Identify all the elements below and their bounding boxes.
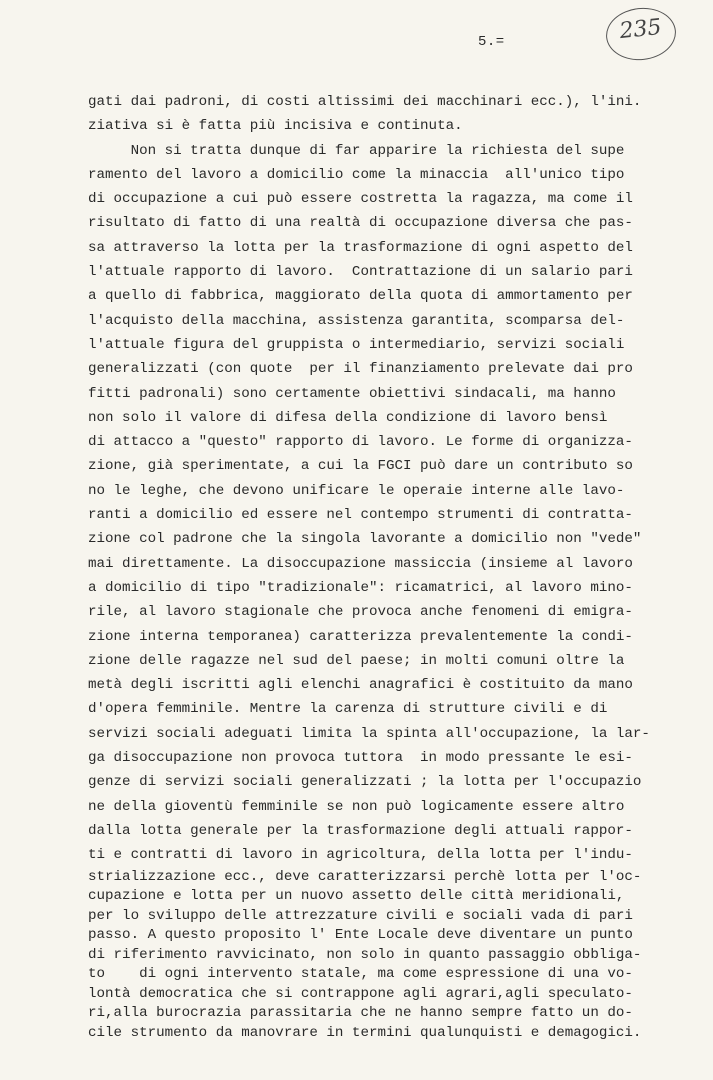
text-line: zione interna temporanea) caratterizza prevalentemente la condi- bbox=[88, 628, 633, 645]
text-line: di riferimento ravvicinato, non solo in quanto passaggio obbliga- bbox=[88, 946, 642, 963]
text-line: Non si tratta dunque di far apparire la richiesta del supe bbox=[88, 142, 625, 159]
text-line: dalla lotta generale per la trasformazione degli attuali rappor- bbox=[88, 822, 633, 839]
text-line: rile, al lavoro stagionale che provoca anche fenomeni di emigra- bbox=[88, 604, 633, 621]
text-line: genze di servizi sociali generalizzati ; la lotta per l'occupazio bbox=[88, 774, 642, 791]
page-number: 5.= bbox=[478, 34, 505, 50]
text-line: servizi sociali adeguati limita la spinta all'occupazione, la lar- bbox=[88, 725, 650, 742]
text-line: passo. A questo proposito l' Ente Locale deve diventare un punto bbox=[88, 927, 633, 943]
text-line: ziativa si è fatta più incisiva e continuta. bbox=[88, 118, 463, 135]
text-line: cupazione e lotta per un nuovo assetto delle città meridionali, bbox=[88, 888, 625, 904]
text-line: generalizzati (con quote per il finanziamento prelevate dai pro bbox=[88, 361, 633, 378]
text-line: fitti padronali) sono certamente obiettivi sindacali, ma hanno bbox=[88, 385, 616, 402]
text-line: ti e contratti di lavoro in agricoltura, della lotta per l'indu- bbox=[88, 847, 633, 864]
text-line: ga disoccupazione non provoca tuttora in modo pressante le esi- bbox=[88, 750, 633, 767]
text-line: ne della gioventù femminile se non può logicamente essere altro bbox=[88, 798, 625, 815]
text-line: strializzazione ecc., deve caratterizzarsi perchè lotta per l'oc- bbox=[88, 868, 642, 885]
text-line: non solo il valore di difesa della condizione di lavoro bensì bbox=[88, 409, 608, 426]
text-line: ranti a domicilio ed essere nel contempo strumenti di contratta- bbox=[88, 507, 633, 524]
archive-stamp-number: 235 bbox=[618, 14, 663, 45]
text-line: sa attraverso la lotta per la trasformazione di ogni aspetto del bbox=[88, 239, 633, 256]
text-line: to di ogni intervento statale, ma come espressione di una vo- bbox=[88, 966, 633, 982]
text-line: di attacco a "questo" rapporto di lavoro. Le forme di organizza- bbox=[88, 434, 633, 451]
text-line: ramento del lavoro a domicilio come la minaccia all'unico tipo bbox=[88, 166, 625, 183]
text-line: gati dai padroni, di costi altissimi dei macchinari ecc.), l'ini. bbox=[88, 94, 642, 110]
text-line: cile strumento da manovrare in termini qualunquisti e demagogici. bbox=[88, 1024, 642, 1041]
text-line: zione, già sperimentate, a cui la FGCI può dare un contributo so bbox=[88, 458, 633, 475]
typed-text-block bbox=[88, 90, 648, 1043]
text-line: l'acquisto della macchina, assistenza garantita, scomparsa del- bbox=[88, 312, 625, 329]
text-line: no le leghe, che devono unificare le operaie interne alle lavo- bbox=[88, 482, 625, 499]
text-line: a domicilio di tipo "tradizionale": ricamatrici, al lavoro mino- bbox=[88, 579, 633, 596]
text-line: zione col padrone che la singola lavorante a domicilio non "vede" bbox=[88, 531, 642, 548]
text-line: lontà democratica che si contrappone agli agrari,agli speculato- bbox=[88, 985, 633, 1002]
text-line: di occupazione a cui può essere costretta la ragazza, ma come il bbox=[88, 191, 633, 208]
text-line: metà degli iscritti agli elenchi anagrafici è costituito da mano bbox=[88, 677, 633, 694]
archive-stamp bbox=[603, 4, 678, 63]
text-line: l'attuale rapporto di lavoro. Contrattazione di un salario pari bbox=[88, 264, 633, 281]
text-line: mai direttamente. La disoccupazione massiccia (insieme al lavoro bbox=[88, 555, 633, 572]
text-line: l'attuale figura del gruppista o intermediario, servizi sociali bbox=[88, 336, 625, 353]
text-line: zione delle ragazze nel sud del paese; in molti comuni oltre la bbox=[88, 652, 625, 669]
text-line: ri,alla burocrazia parassitaria che ne hanno sempre fatto un do- bbox=[88, 1005, 633, 1021]
text-line: a quello di fabbrica, maggiorato della quota di ammortamento per bbox=[88, 288, 633, 305]
text-line: risultato di fatto di una realtà di occupazione diversa che pas- bbox=[88, 215, 633, 232]
text-line: per lo sviluppo delle attrezzature civili e sociali vada di pari bbox=[88, 907, 633, 924]
text-line: d'opera femminile. Mentre la carenza di strutture civili e di bbox=[88, 701, 608, 718]
